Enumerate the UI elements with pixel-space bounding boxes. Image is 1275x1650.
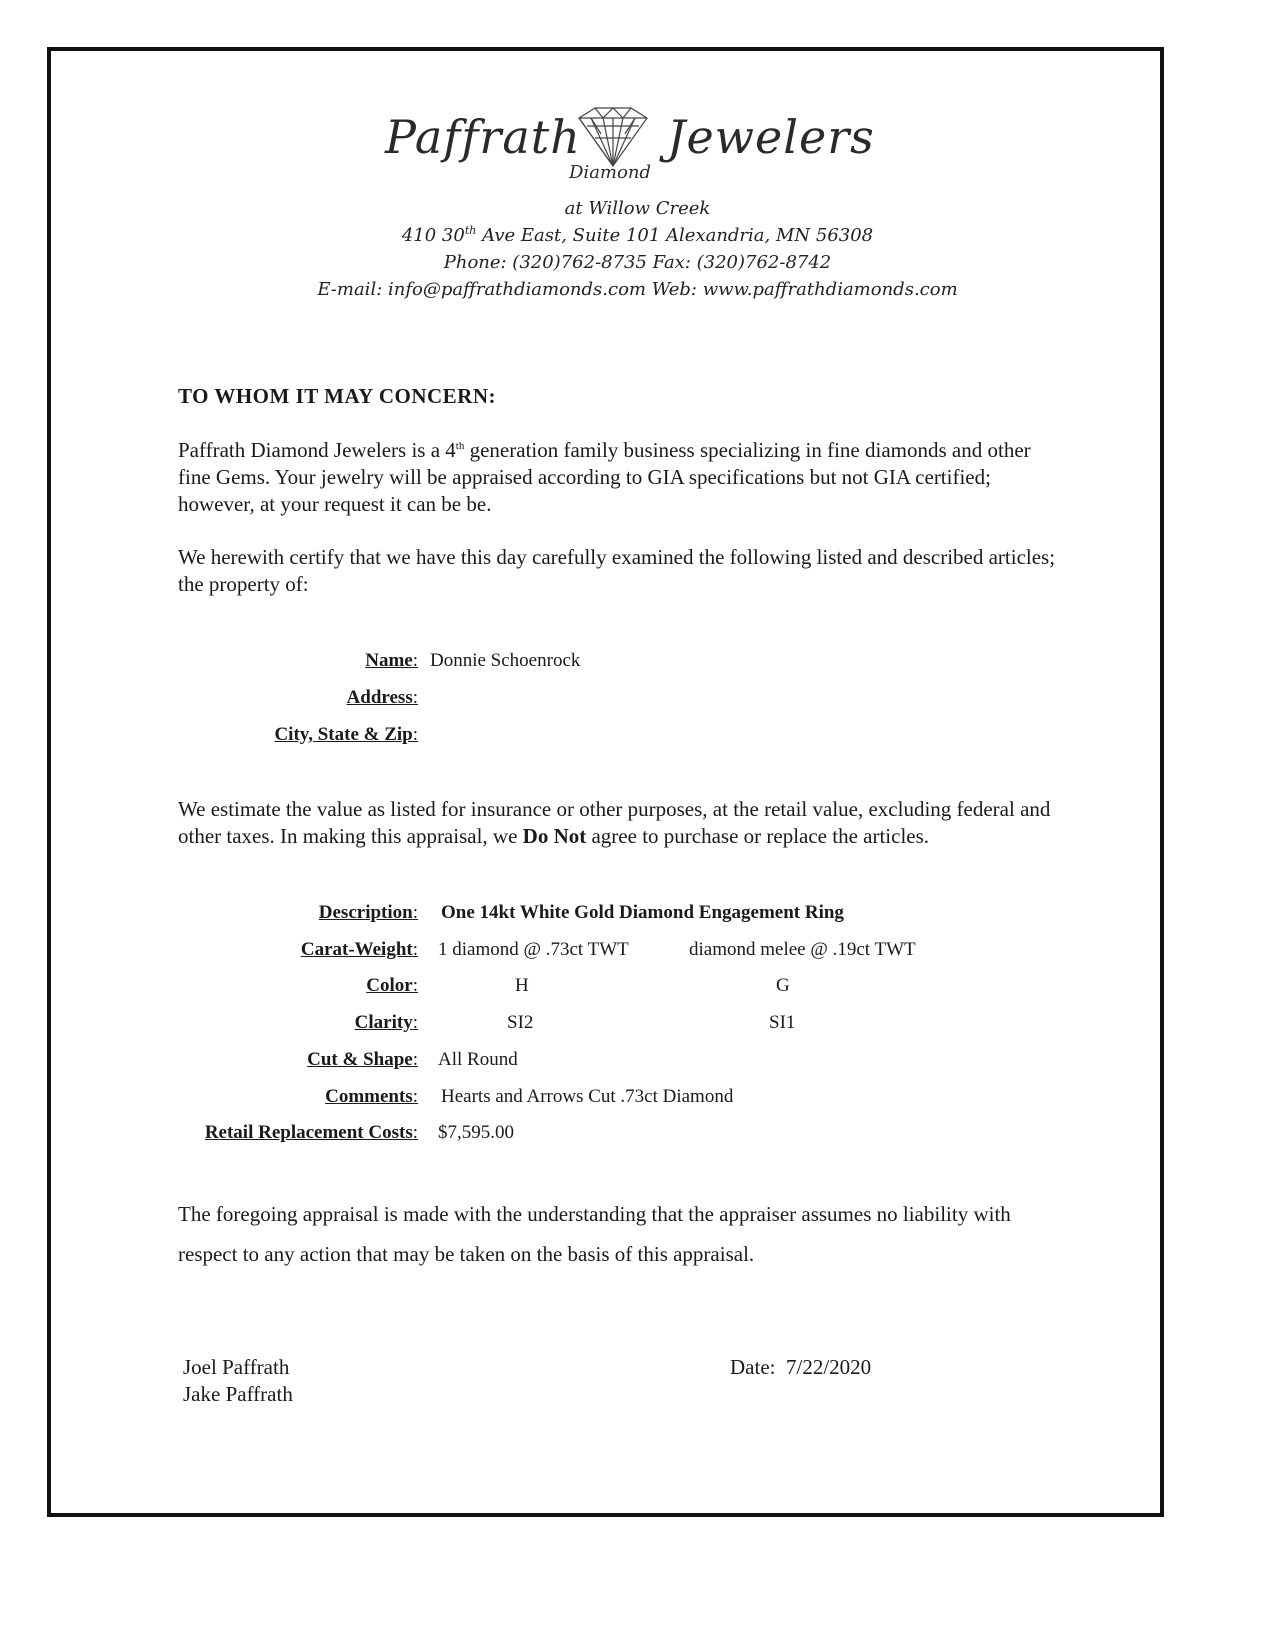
letterhead-location: at Willow Creek [564,198,711,219]
owner-name-label: Name: [365,650,418,671]
signer-name: Jake Paffrath [183,1382,293,1406]
owner-city-label: City, State & Zip: [274,724,418,745]
intro-paragraph: Paffrath Diamond Jewelers is a 4th generation family business specializing in fine diamonds and other fine Gems. Your jewelry will be appraised according to GIA specifications but not GIA certified; however, at your request it can be be. [178,438,1031,516]
logo-left-word: Paffrath [385,110,581,164]
owner-name-value: Donnie Schoenrock [430,650,581,671]
cut-shape-value: All Round [438,1049,518,1070]
clarity-label: Clarity: [354,1012,418,1033]
date-field: Date: 7/22/2020 [730,1355,872,1379]
color-center: H [515,975,529,996]
date-value: 7/22/2020 [785,1355,872,1379]
description-label: Description: [318,902,418,923]
letterhead-address: 410 30th Ave East, Suite 101 Alexandria, MN 56308 [401,224,874,246]
certify-paragraph: We herewith certify that we have this day carefully examined the following listed and described articles; the property of: [178,545,1056,596]
owner-address-label: Address: [346,687,418,708]
retail-cost-value: $7,595.00 [438,1122,514,1143]
clarity-melee: SI1 [769,1012,796,1033]
logo-diamond-word: Diamond [569,162,651,183]
carat-weight-melee: diamond melee @ .19ct TWT [689,939,916,960]
carat-weight-label: Carat-Weight: [300,939,418,960]
letterhead-contact: E-mail: info@paffrathdiamonds.com Web: www.paffrathdiamonds.com [317,279,958,300]
logo-right-word: Jewelers [667,110,875,164]
company-logo [385,104,875,196]
color-melee: G [776,975,790,996]
disclaimer-paragraph: The foregoing appraisal is made with the understanding that the appraiser assumes no liability with respect to any action that may be taken on the basis of this appraisal. [178,1202,1011,1266]
letterhead-phone: Phone: (320)762-8735 Fax: (320)762-8742 [443,252,832,273]
diamond-gem-icon [565,104,661,170]
salutation: TO WHOM IT MAY CONCERN: [178,384,496,408]
comments-label: Comments: [325,1086,418,1107]
comments-value: Hearts and Arrows Cut .73ct Diamond [441,1086,734,1107]
retail-cost-label: Retail Replacement Costs: [204,1122,418,1143]
color-label: Color: [366,975,418,996]
estimate-paragraph: We estimate the value as listed for insurance or other purposes, at the retail value, excluding federal and other taxes. In making this appraisal, we Do Not agree to purchase or replace the articles. [178,797,1051,848]
carat-weight-center: 1 diamond @ .73ct TWT [438,939,629,960]
clarity-center: SI2 [507,1012,534,1033]
cut-shape-label: Cut & Shape: [307,1049,418,1070]
description-value: One 14kt White Gold Diamond Engagement Ring [441,902,844,923]
signer-name: Joel Paffrath [183,1355,290,1379]
